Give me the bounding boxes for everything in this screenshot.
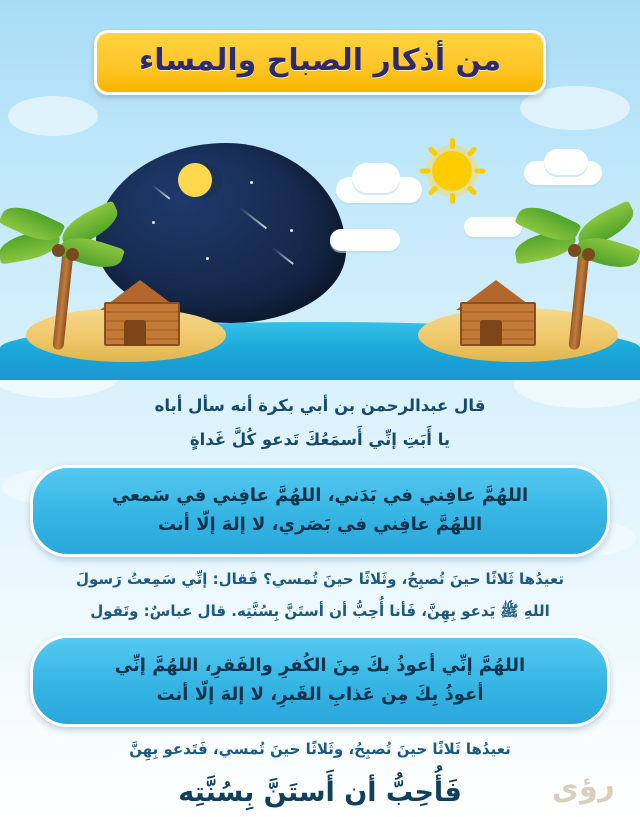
cloud-icon xyxy=(352,163,400,193)
title-banner xyxy=(0,30,640,95)
cloud-icon xyxy=(464,217,522,237)
palm-tree-icon xyxy=(18,200,108,350)
poster-title: من أذكار الصباح والمساء xyxy=(138,43,502,78)
poster-content xyxy=(0,386,640,808)
middle-line-2: اللهِ ﷺ يَدعو بِهِنَّ، فَأنا أُحِبُّ أن أستَنَّ بِسُنَّتِه. قال عباسٌ: وتَقول xyxy=(90,601,550,620)
intro-line-2: يا أَبَتِ إنِّي أَسمَعُكَ تَدعو كُلَّ غَداةٍ xyxy=(189,430,451,450)
hut-icon xyxy=(98,280,182,346)
watermark: رؤى xyxy=(548,766,616,809)
dua-1-line-1: اللهُمَّ عافِني في بَدَني، اللهُمَّ عافِني في سَمعي xyxy=(111,484,529,506)
middle-line-1: تعيدُها ثَلاثًا حينَ تُصبِحُ، وثَلاثًا حينَ تُمسي؟ فَقال: إنِّي سَمِعتُ رَسولَ xyxy=(76,570,564,589)
star-icon xyxy=(152,221,155,224)
sun-icon xyxy=(432,151,472,191)
dua-box-2 xyxy=(30,635,610,727)
dua-2-line-2: أعوذُ بِكَ مِن عَذابِ القَبرِ، لا إلهَ إلّا أنت xyxy=(156,683,484,705)
dua-2-line-1: اللهُمَّ إنِّي أعوذُ بكَ مِنَ الكُفرِ والفَقرِ، اللهُمَّ إنِّي xyxy=(114,654,526,676)
final-line: فَأُحِبُّ أن أَستَنَّ بِسُنَّتِه xyxy=(178,776,462,808)
closing-line: تعيدُها ثَلاثًا حينَ تُصبِحُ، وثَلاثًا حينَ تُمسي، فَتَدعو بِهِنَّ xyxy=(129,739,511,758)
hut-icon xyxy=(454,280,538,346)
cloud-icon xyxy=(544,149,588,175)
ribbon-shape xyxy=(94,30,546,95)
intro-line-1: قال عبدالرحمن بن أبي بكرة أنه سأل أباه xyxy=(154,396,486,415)
dua-box-1 xyxy=(30,465,610,557)
palm-tree-icon xyxy=(534,200,624,350)
dua-1-line-2: اللهُمَّ عافِني في بَصَري، لا إلهَ إلّا أنت xyxy=(157,513,483,535)
illustration-scene xyxy=(0,125,640,380)
star-icon xyxy=(250,181,253,184)
star-icon xyxy=(206,257,209,260)
star-icon xyxy=(290,229,293,232)
cloud-icon xyxy=(330,229,400,251)
star-icon xyxy=(130,169,133,172)
